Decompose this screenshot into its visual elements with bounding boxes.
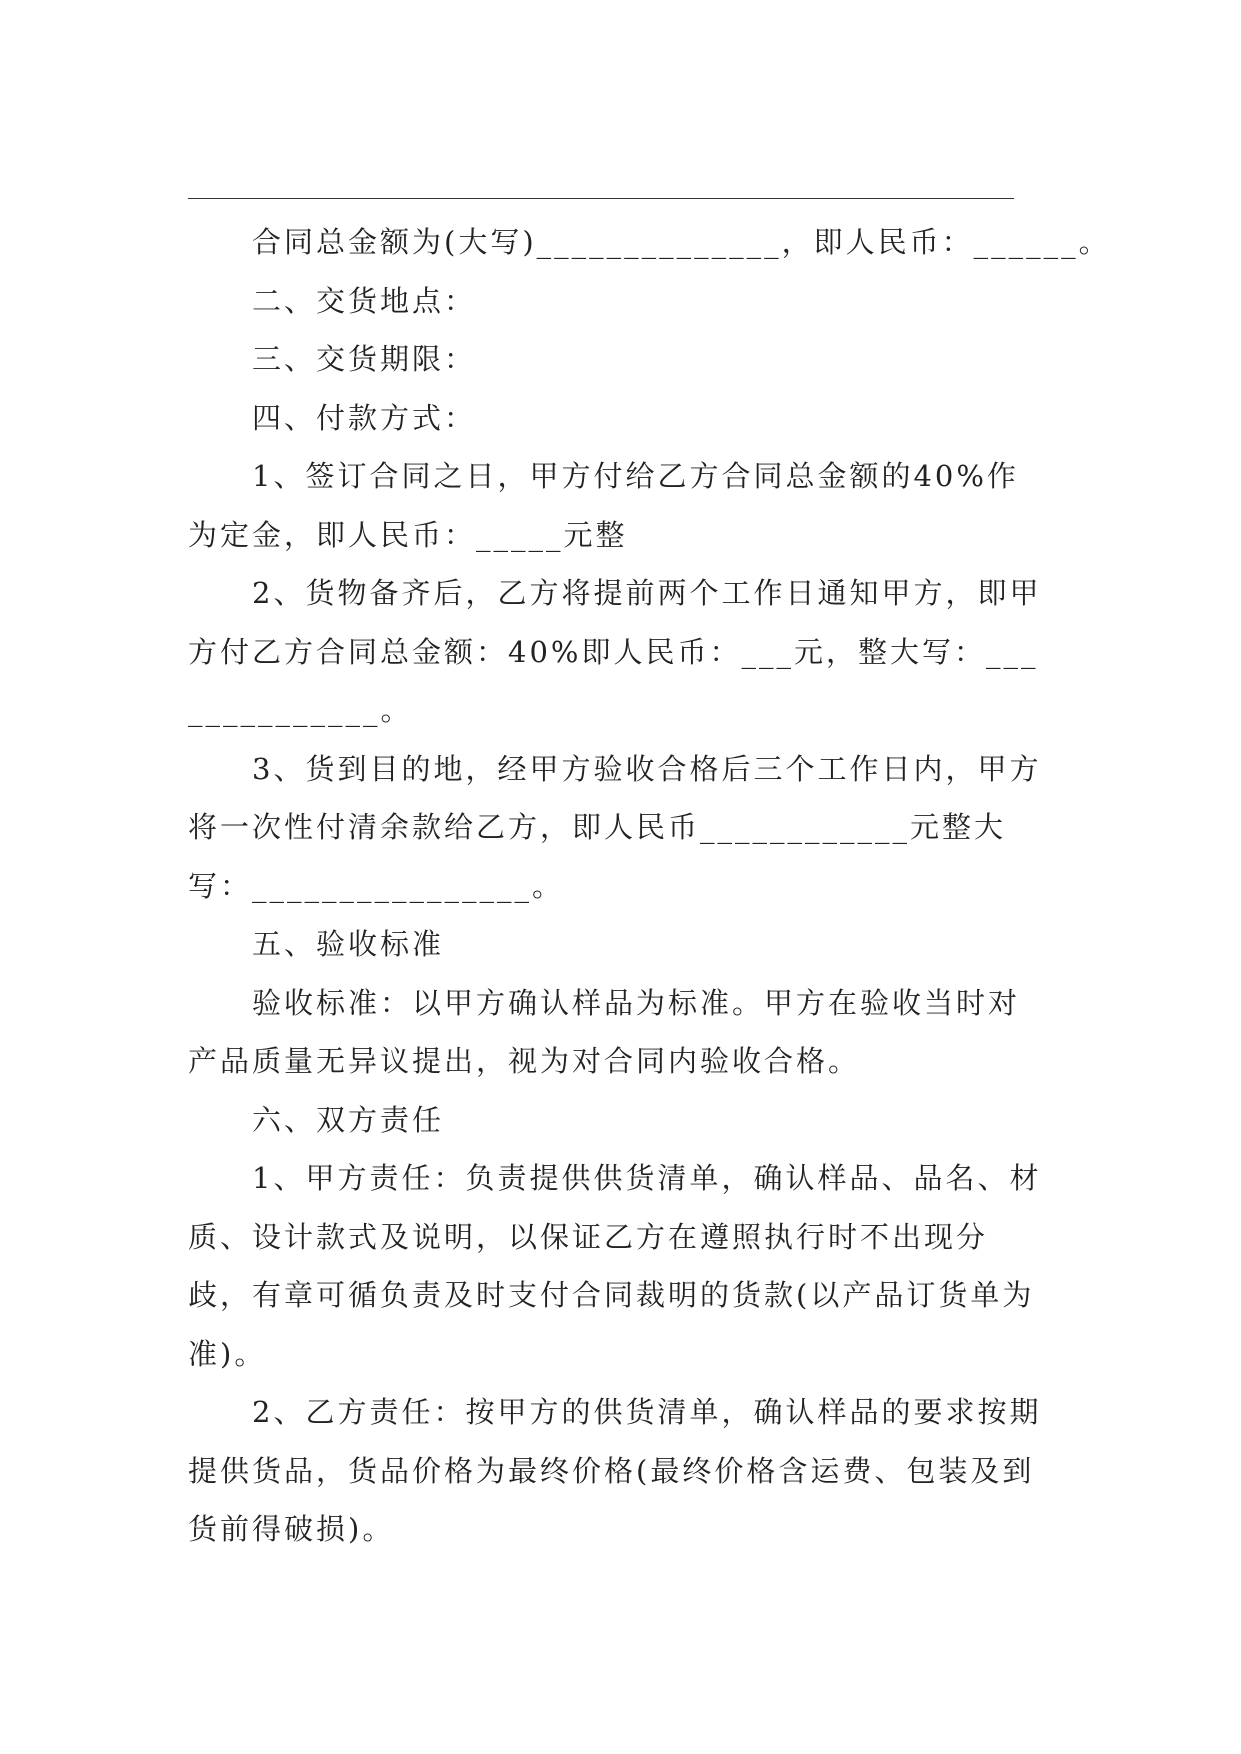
payment-clause-3: 3、货到目的地，经甲方验收合格后三个工作日内，甲方将一次性付清余款给乙方，即人民币____________元整大写：________________。 <box>188 751 1042 903</box>
delivery-deadline-heading: 三、交货期限： <box>252 342 477 376</box>
acceptance-standard-paragraph: 验收标准：以甲方确认样品为标准。甲方在验收当时对产品质量无异议提出，视为对合同内验收合格。 <box>188 985 1021 1078</box>
payment-method-heading: 四、付款方式： <box>252 400 477 435</box>
party-b-responsibility: 2、乙方责任：按甲方的供货清单，确认样品的要求按期提供货品，货品价格为最终价格(最终价格含运费、包装及到货前得破损)。 <box>188 1395 1042 1546</box>
party-a-responsibility: 1、甲方责任：负责提供供货清单，确认样品、品名、材质、设计款式及说明，以保证乙方在遵照执行时不出现分歧，有章可循负责及时支付合同裁明的货款(以产品订货单为准)。 <box>188 1161 1042 1371</box>
top-blank-line <box>188 198 1014 199</box>
responsibilities-heading: 六、双方责任 <box>252 1102 445 1137</box>
total-amount-paragraph: 合同总金额为(大写)______________，即人民币：______。 <box>252 225 1111 259</box>
contract-body <box>188 213 1111 1559</box>
acceptance-standard-heading: 五、验收标准 <box>252 927 445 961</box>
payment-clause-2: 2、货物备齐后，乙方将提前两个工作日通知甲方，即甲方付乙方合同总金额：40%即人民币：___元，整大写：______________。 <box>188 576 1042 727</box>
delivery-location-heading: 二、交货地点： <box>252 283 477 318</box>
payment-clause-1: 1、签订合同之日，甲方付给乙方合同总金额的40%作为定金，即人民币：_____元整 <box>188 459 1019 552</box>
